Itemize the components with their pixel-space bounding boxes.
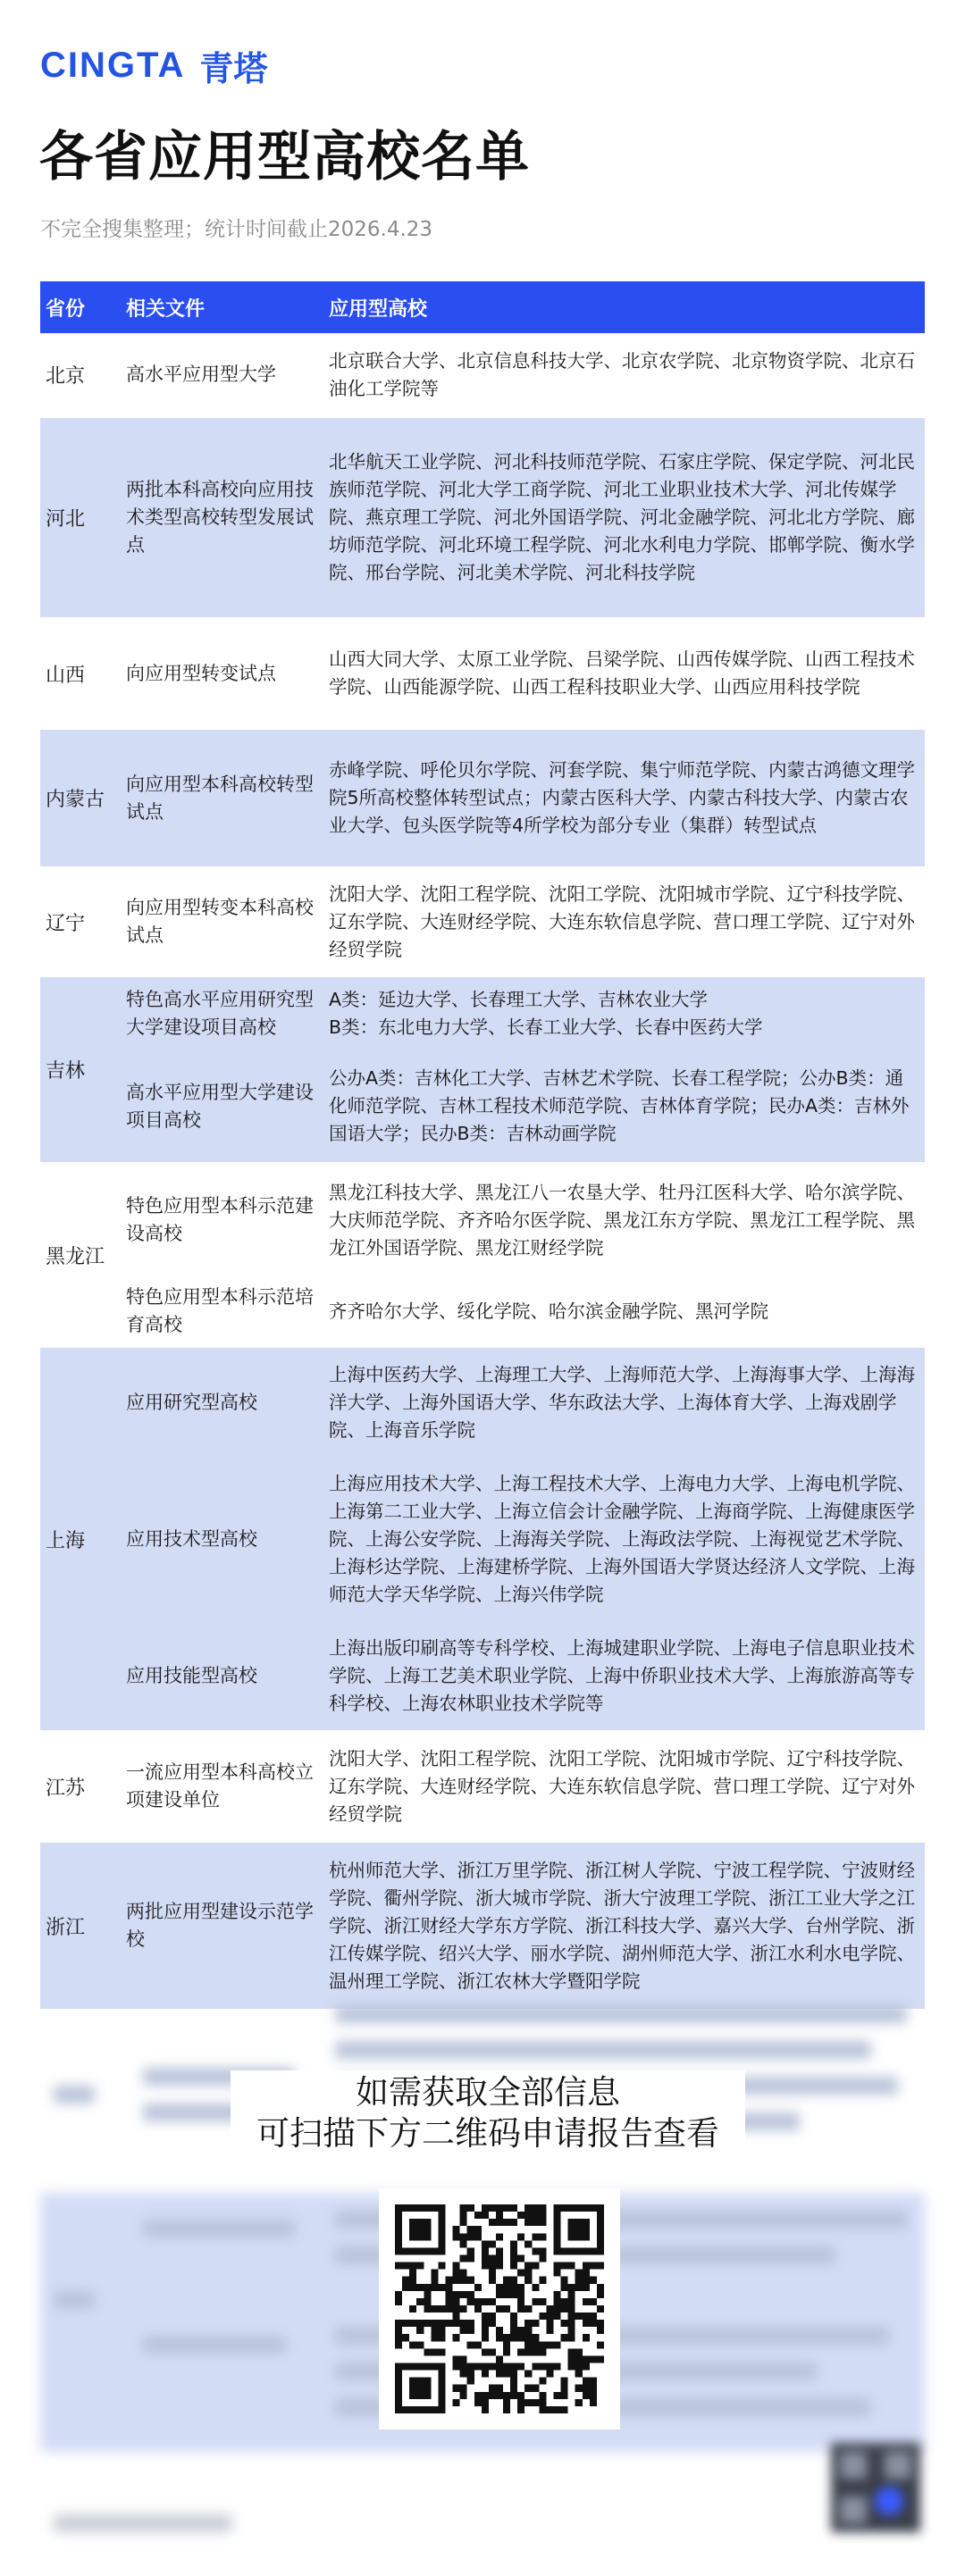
document-name: 高水平应用型大学建设项目高校 [126,1081,314,1131]
document-name: 应用技能型高校 [126,1664,257,1686]
header-document: 相关文件 [126,297,206,321]
province-row [40,418,925,619]
province-name: 吉林 [46,1060,86,1083]
document-row [126,1050,925,1162]
document-row [126,1621,925,1730]
school-list: 赤峰学院、呼伦贝尔学院、河套学院、集宁师范学院、内蒙古鸿德文理学院5所高校整体转型试点；内蒙古医科大学、内蒙古科技大学、内蒙古农业大学、包头医学院等4所学校为部分专业（集群）转型试点 [329,759,915,836]
document-name: 向应用型本科高校转型试点 [126,773,314,823]
page-subtitle: 不完全搜集整理；统计时间截止2026.4.23 [40,218,433,241]
school-list: 上海出版印刷高等专科学校、上海城建职业学院、上海电子信息职业技术学院、上海工艺美术职业学院、上海中侨职业技术大学、上海旅游高等专科学校、上海农林职业技术学院等 [329,1636,915,1714]
document-name: 特色应用型本科示范建设高校 [126,1195,314,1244]
document-row [126,1457,925,1621]
qr-code-icon[interactable] [379,2188,620,2430]
province-name: 内蒙古 [46,789,105,811]
school-list: 沈阳大学、沈阳工程学院、沈阳工学院、沈阳城市学院、辽宁科技学院、辽东学院、大连财经学院、大连东软信息学院、营口理工学院、辽宁对外经贸学院 [329,1747,915,1825]
document-row [126,1276,925,1346]
notice-line-2: 可扫描下方二维码申请报告查看 [256,2114,719,2153]
province-row [40,977,925,1164]
school-list: 公办A类：吉林化工大学、吉林艺术学院、长春工程学院；公办B类：通化师范学院、吉林工程技术师范学院、吉林体育学院；民办A类：吉林外国语大学；民办B类：吉林动画学院 [329,1067,910,1144]
province-name: 浙江 [46,1916,86,1939]
school-table [40,281,925,2011]
document-name: 特色应用型本科示范培育高校 [126,1286,314,1335]
header-province: 省份 [46,297,86,321]
page-title: 各省应用型高校名单 [39,126,530,188]
school-list: 杭州师范大学、浙江万里学院、浙江树人学院、宁波工程学院、宁波财经学院、衢州学院、浙大城市学院、浙大宁波理工学院、浙江工业大学之江学院、浙江财经大学东方学院、浙江科技大学、嘉兴大学、台州学院、浙江传媒学院、绍兴大学、丽水学院、湖州师范大学、浙江水利水电学院、温州理工学院、浙江农林大学暨阳学院 [329,1859,915,1992]
province-row [40,1348,925,1732]
document-name: 应用研究型高校 [126,1391,257,1413]
province-name: 北京 [46,365,86,388]
school-list: 上海应用技术大学、上海工程技术大学、上海电力大学、上海电机学院、上海第二工业大学、上海立信会计金融学院、上海商学院、上海健康医学院、上海公安学院、上海海关学院、上海政法学院、上海视觉艺术学院、上海杉达学院、上海建桥学院、上海外国语大学贤达经济人文学院、上海师范大学天华学院、上海兴伟学院 [329,1472,915,1605]
document-row [126,1348,925,1457]
school-list: 山西大同大学、太原工业学院、吕梁学院、山西传媒学院、山西工程技术学院、山西能源学院、山西工程科技职业大学、山西应用科技学院 [329,648,915,698]
access-notice [231,2070,745,2156]
document-name: 向应用型转变试点 [126,662,276,684]
document-row [126,730,925,866]
school-list: 北京联合大学、北京信息科技大学、北京农学院、北京物资学院、北京石油化工学院等 [329,349,915,399]
brand-name-en: CINGTA [40,46,186,85]
document-row [126,1843,925,2009]
school-list: 北华航天工业学院、河北科技师范学院、石家庄学院、保定学院、河北民族师范学院、河北大学工商学院、河北工业职业技术大学、河北传媒学院、燕京理工学院、河北外国语学院、河北金融学院、河北北方学院、廊坊师范学院、河北环境工程学院、河北水利电力学院、邯郸学院、衡水学院、邢台学院、河北美术学院、河北科技学院 [329,451,915,583]
small-qr-code-icon [831,2443,920,2532]
school-list: 黑龙江科技大学、黑龙江八一农垦大学、牡丹江医科大学、哈尔滨学院、大庆师范学院、齐齐哈尔医学院、黑龙江东方学院、黑龙江工程学院、黑龙江外国语学院、黑龙江财经学院 [329,1181,915,1259]
document-name: 特色高水平应用研究型大学建设项目高校 [126,989,314,1038]
document-name: 应用技术型高校 [126,1527,257,1550]
province-row [40,730,925,868]
document-name: 高水平应用型大学 [126,364,276,385]
province-row [40,333,925,418]
header-schools: 应用型高校 [329,297,428,321]
brand-logo [40,41,267,90]
document-name: 两批应用型建设示范学校 [126,1901,314,1950]
school-list: 齐齐哈尔大学、绥化学院、哈尔滨金融学院、黑河学院 [329,1300,768,1322]
qr-code-graphic [395,2204,604,2413]
province-name: 辽宁 [46,912,86,935]
province-name: 上海 [46,1529,86,1552]
province-name: 河北 [46,508,86,531]
table-header [40,281,925,333]
province-row [40,1164,925,1348]
province-row [40,1843,925,2011]
document-row [126,977,925,1050]
school-list: 沈阳大学、沈阳工程学院、沈阳工学院、沈阳城市学院、辽宁科技学院、辽东学院、大连财经学院、大连东软信息学院、营口理工学院、辽宁对外经贸学院 [329,882,915,960]
document-name: 一流应用型本科高校立项建设单位 [126,1761,314,1811]
notice-line-1: 如需获取全部信息 [356,2073,620,2112]
brand-name-cn: 青塔 [199,49,268,88]
document-name: 向应用型转变本科高校试点 [126,897,314,946]
school-list: 上海中医药大学、上海理工大学、上海师范大学、上海海事大学、上海海洋大学、上海外国语大学、华东政法大学、上海体育大学、上海戏剧学院、上海音乐学院 [329,1363,915,1441]
document-name: 两批本科高校向应用技术类型高校转型发展试点 [126,479,314,556]
document-row [126,868,925,975]
document-row [126,418,925,617]
document-row [126,333,925,416]
province-name: 山西 [46,664,86,687]
document-row [126,619,925,728]
document-row [126,1732,925,1841]
document-row [126,1164,925,1276]
province-name: 江苏 [46,1777,86,1800]
province-row [40,1732,925,1843]
school-list: A类：延边大学、长春理工大学、吉林农业大学 B类：东北电力大学、长春工业大学、长春中医药大学 [329,989,763,1038]
province-row [40,868,925,977]
province-row [40,619,925,730]
province-name: 黑龙江 [46,1245,105,1268]
